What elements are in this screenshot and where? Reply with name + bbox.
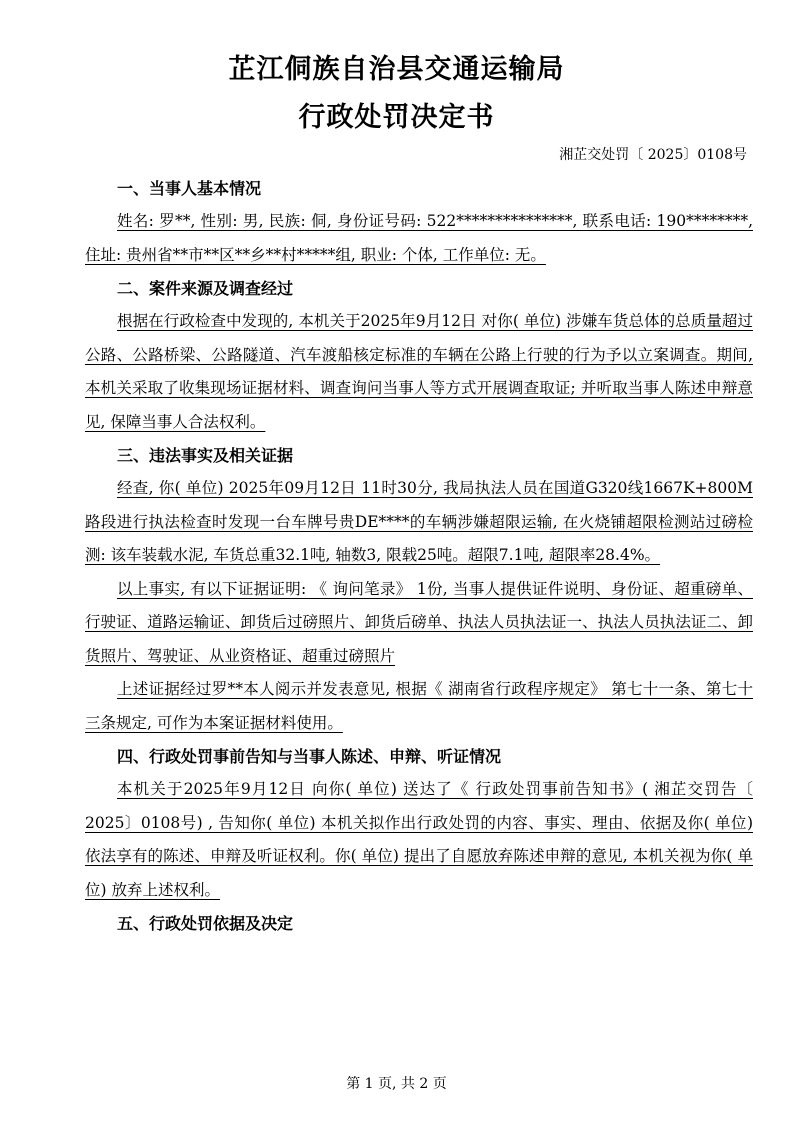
section-paragraph: 根据在行政检查中发现的, 本机关于2025年9月12日 对你( 单位) 涉嫌车货总体的总质量超过公路、公路桥梁、公路隧道、汽车渡船核定标准的车辆在公路上行驶的行为予以立案调查。期间, 本机关采取了收集现场证据材料、调查询问当事人等方式开展调查取证; 并听取当事人陈述申辩意见, 保障当事人合法权利。	[85, 312, 753, 431]
section-paragraph: 经查, 你( 单位) 2025年09月12日 11时30分, 我局执法人员在国道G320线1667K+800M路段进行执法检查时发现一台车牌号贵DE****的车辆涉嫌超限运输, 在火烧铺超限检测站过磅检测: 该车装载水泥, 车货总重32.1吨, 轴数3, 限载25吨。超限7.1吨, 超限率28.4%。	[85, 479, 753, 564]
document-number: 湘芷交处罚〔 2025〕0108号	[559, 147, 747, 163]
section-paragraph: 姓名: 罗**, 性别: 男, 民族: 侗, 身份证号码: 522***************, 联系电话: 190********, 住址: 贵州省**市**区**乡**村*****组, 职业: 个体, 工作单位: 无。	[85, 212, 753, 264]
section-heading: 三、违法事实及相关证据	[117, 446, 294, 465]
section-paragraph: 上述证据经过罗**本人阅示并发表意见, 根据《 湖南省行政程序规定》 第七十一条、第七十三条规定, 可作为本案证据材料使用。	[85, 680, 753, 732]
document-title-line1: 芷江侗族自治县交通运输局	[228, 54, 565, 85]
page-footer: 第 1 页, 共 2 页	[346, 1076, 447, 1092]
section-heading: 四、行政处罚事前告知与当事人陈述、申辩、听证情况	[117, 747, 502, 766]
section-paragraph: 以上事实, 有以下证据证明: 《 询问笔录》 1份, 当事人提供证件说明、身份证、超重磅单、行驶证、道路运输证、卸货后过磅照片、卸货后磅单、执法人员执法证一、执法人员执法证二、卸货照片、驾驶证、从业资格证、超重过磅照片	[85, 579, 753, 665]
section-case-source	[85, 272, 753, 439]
document-body	[85, 172, 753, 940]
section-heading: 一、当事人基本情况	[117, 179, 262, 198]
section-heading: 二、案件来源及调查经过	[117, 279, 294, 298]
section-prior-notice	[85, 740, 753, 907]
section-heading: 五、行政处罚依据及决定	[117, 914, 294, 933]
section-paragraph: 本机关于2025年9月12日 向你( 单位) 送达了《 行政处罚事前告知书》( 湘芷交罚告〔 2025〕0108号) , 告知你( 单位) 本机关拟作出行政处罚的内容、事实、理由、依据及你( 单位) 依法享有的陈述、申辩及听证权利。你( 单位) 提出了自愿放弃陈述申辩的意见, 本机关视为你( 单位) 放弃上述权利。	[85, 780, 753, 899]
document-title-line2: 行政处罚决定书	[298, 102, 495, 133]
section-penalty-basis	[85, 907, 753, 940]
section-facts-evidence	[85, 439, 753, 740]
section-party-info	[85, 172, 753, 272]
